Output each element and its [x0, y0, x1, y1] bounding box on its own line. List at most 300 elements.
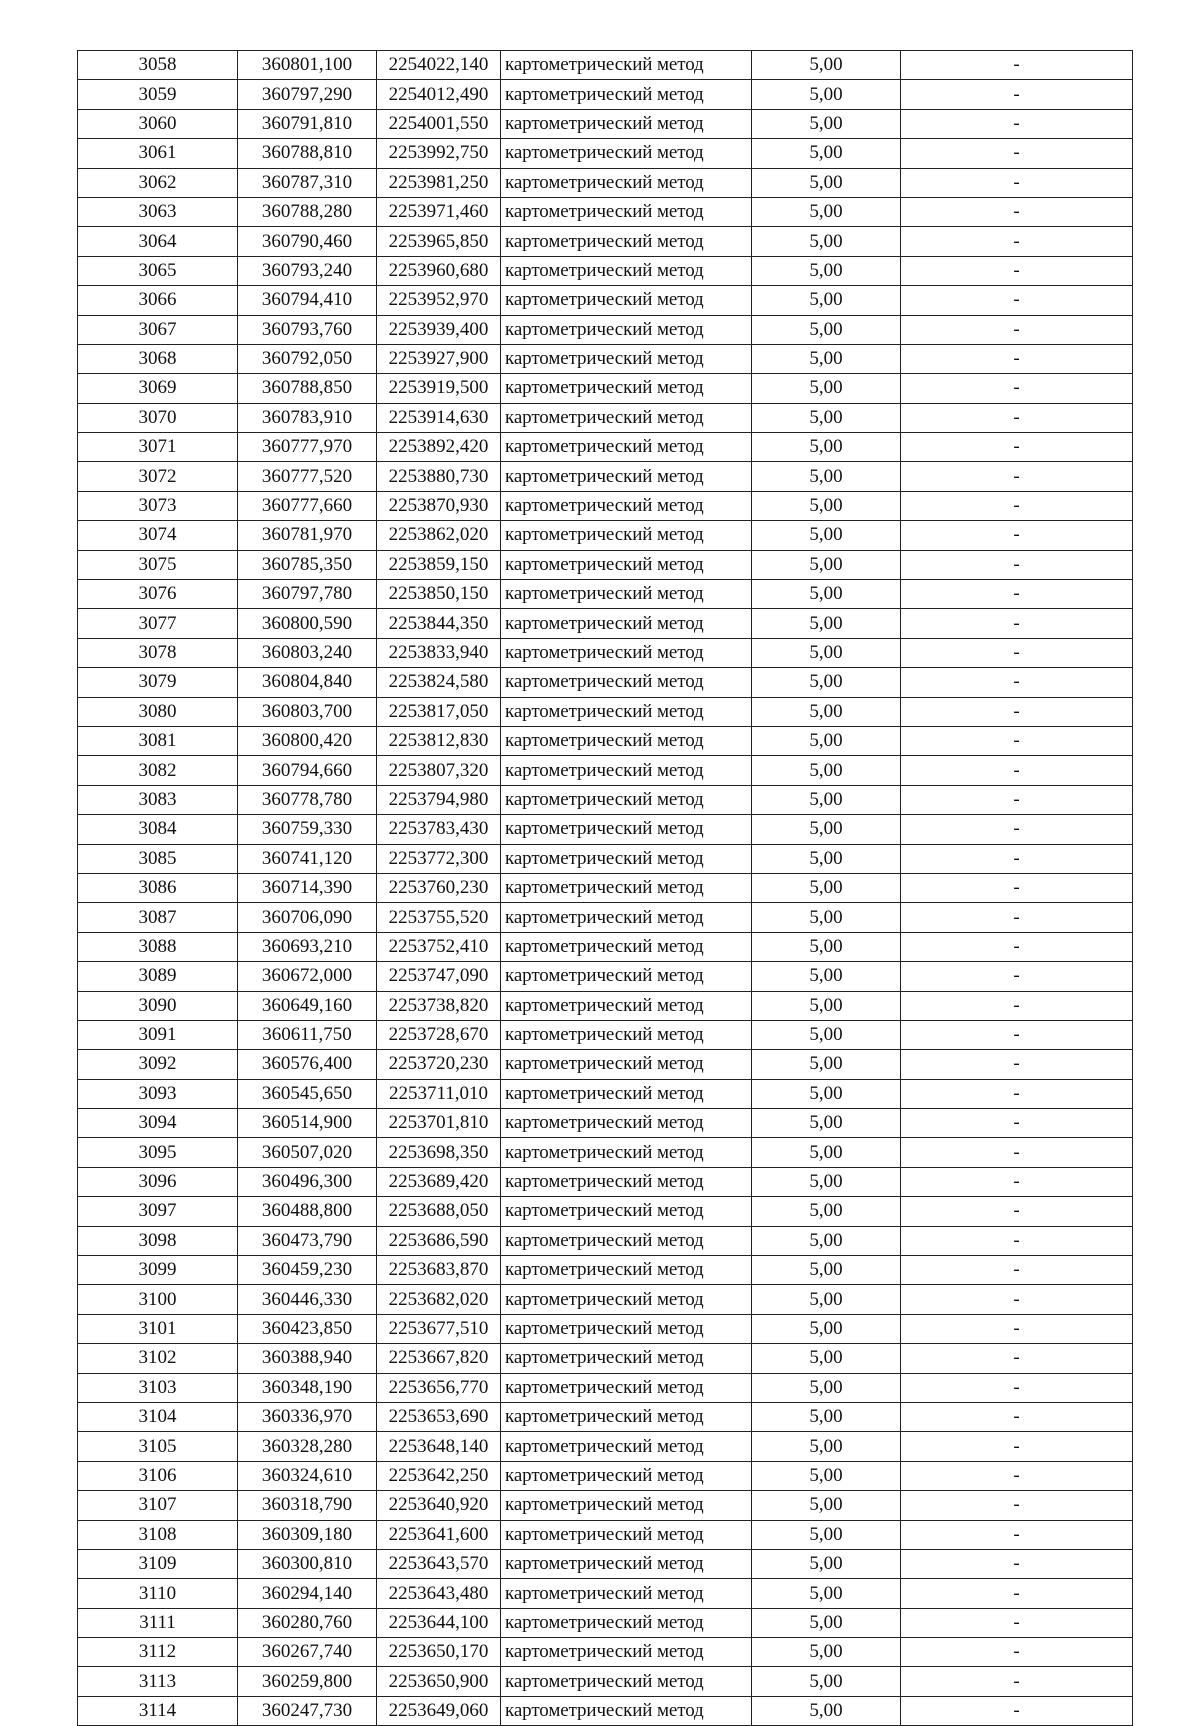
method-cell: картометрический метод — [501, 932, 752, 961]
x-coordinate-cell: 360294,140 — [238, 1579, 377, 1608]
accuracy-cell: 5,00 — [752, 991, 901, 1020]
accuracy-cell: 5,00 — [752, 815, 901, 844]
table-row — [78, 609, 1133, 638]
x-coordinate-cell: 360781,970 — [238, 521, 377, 550]
y-coordinate-cell: 2253650,900 — [377, 1667, 501, 1696]
y-coordinate-cell: 2253952,970 — [377, 286, 501, 315]
description-cell: - — [901, 1432, 1133, 1461]
x-coordinate-cell: 360300,810 — [238, 1549, 377, 1578]
table-row — [78, 1608, 1133, 1637]
table-row — [78, 1432, 1133, 1461]
y-coordinate-cell: 2253682,020 — [377, 1285, 501, 1314]
x-coordinate-cell: 360777,970 — [238, 433, 377, 462]
method-cell: картометрический метод — [501, 1020, 752, 1049]
x-coordinate-cell: 360791,810 — [238, 109, 377, 138]
y-coordinate-cell: 2253892,420 — [377, 433, 501, 462]
table-row — [78, 374, 1133, 403]
x-coordinate-cell: 360545,650 — [238, 1079, 377, 1108]
point-number-cell: 3065 — [78, 256, 238, 285]
x-coordinate-cell: 360800,590 — [238, 609, 377, 638]
accuracy-cell: 5,00 — [752, 1402, 901, 1431]
y-coordinate-cell: 2253783,430 — [377, 815, 501, 844]
y-coordinate-cell: 2254022,140 — [377, 51, 501, 80]
y-coordinate-cell: 2253981,250 — [377, 168, 501, 197]
point-number-cell: 3105 — [78, 1432, 238, 1461]
table-row — [78, 1461, 1133, 1490]
point-number-cell: 3084 — [78, 815, 238, 844]
point-number-cell: 3063 — [78, 197, 238, 226]
x-coordinate-cell: 360473,790 — [238, 1226, 377, 1255]
accuracy-cell: 5,00 — [752, 726, 901, 755]
point-number-cell: 3104 — [78, 1402, 238, 1431]
method-cell: картометрический метод — [501, 1256, 752, 1285]
method-cell: картометрический метод — [501, 315, 752, 344]
table-row — [78, 462, 1133, 491]
description-cell: - — [901, 1373, 1133, 1402]
accuracy-cell: 5,00 — [752, 638, 901, 667]
table-row — [78, 1256, 1133, 1285]
x-coordinate-cell: 360446,330 — [238, 1285, 377, 1314]
point-number-cell: 3099 — [78, 1256, 238, 1285]
method-cell: картометрический метод — [501, 1314, 752, 1343]
description-cell: - — [901, 668, 1133, 697]
y-coordinate-cell: 2253752,410 — [377, 932, 501, 961]
description-cell: - — [901, 462, 1133, 491]
method-cell: картометрический метод — [501, 462, 752, 491]
point-number-cell: 3093 — [78, 1079, 238, 1108]
y-coordinate-cell: 2253640,920 — [377, 1491, 501, 1520]
point-number-cell: 3102 — [78, 1344, 238, 1373]
x-coordinate-cell: 360792,050 — [238, 344, 377, 373]
method-cell: картометрический метод — [501, 903, 752, 932]
point-number-cell: 3112 — [78, 1638, 238, 1667]
description-cell: - — [901, 1050, 1133, 1079]
x-coordinate-cell: 360793,240 — [238, 256, 377, 285]
table-row — [78, 580, 1133, 609]
method-cell: картометрический метод — [501, 109, 752, 138]
description-cell: - — [901, 433, 1133, 462]
point-number-cell: 3058 — [78, 51, 238, 80]
table-row — [78, 315, 1133, 344]
table-row — [78, 1638, 1133, 1667]
x-coordinate-cell: 360741,120 — [238, 844, 377, 873]
accuracy-cell: 5,00 — [752, 1549, 901, 1578]
table-row — [78, 168, 1133, 197]
description-cell: - — [901, 815, 1133, 844]
table-row — [78, 1696, 1133, 1725]
x-coordinate-cell: 360783,910 — [238, 403, 377, 432]
method-cell: картометрический метод — [501, 403, 752, 432]
y-coordinate-cell: 2253686,590 — [377, 1226, 501, 1255]
x-coordinate-cell: 360785,350 — [238, 550, 377, 579]
description-cell: - — [901, 580, 1133, 609]
description-cell: - — [901, 1109, 1133, 1138]
y-coordinate-cell: 2254012,490 — [377, 80, 501, 109]
point-number-cell: 3061 — [78, 139, 238, 168]
y-coordinate-cell: 2253728,670 — [377, 1020, 501, 1049]
y-coordinate-cell: 2253870,930 — [377, 491, 501, 520]
y-coordinate-cell: 2253653,690 — [377, 1402, 501, 1431]
point-number-cell: 3111 — [78, 1608, 238, 1637]
table-row — [78, 197, 1133, 226]
method-cell: картометрический метод — [501, 344, 752, 373]
description-cell: - — [901, 491, 1133, 520]
x-coordinate-cell: 360778,780 — [238, 785, 377, 814]
point-number-cell: 3069 — [78, 374, 238, 403]
description-cell: - — [901, 873, 1133, 902]
point-number-cell: 3064 — [78, 227, 238, 256]
description-cell: - — [901, 227, 1133, 256]
point-number-cell: 3067 — [78, 315, 238, 344]
description-cell: - — [901, 785, 1133, 814]
table-row — [78, 668, 1133, 697]
description-cell: - — [901, 1696, 1133, 1725]
table-row — [78, 1549, 1133, 1578]
point-number-cell: 3081 — [78, 726, 238, 755]
description-cell: - — [901, 1520, 1133, 1549]
accuracy-cell: 5,00 — [752, 80, 901, 109]
description-cell: - — [901, 197, 1133, 226]
description-cell: - — [901, 403, 1133, 432]
description-cell: - — [901, 1402, 1133, 1431]
description-cell: - — [901, 1079, 1133, 1108]
y-coordinate-cell: 2253698,350 — [377, 1138, 501, 1167]
table-row — [78, 433, 1133, 462]
point-number-cell: 3060 — [78, 109, 238, 138]
method-cell: картометрический метод — [501, 521, 752, 550]
table-row — [78, 785, 1133, 814]
description-cell: - — [901, 1549, 1133, 1578]
point-number-cell: 3074 — [78, 521, 238, 550]
y-coordinate-cell: 2253807,320 — [377, 756, 501, 785]
accuracy-cell: 5,00 — [752, 1608, 901, 1637]
x-coordinate-cell: 360318,790 — [238, 1491, 377, 1520]
description-cell: - — [901, 1020, 1133, 1049]
method-cell: картометрический метод — [501, 1520, 752, 1549]
accuracy-cell: 5,00 — [752, 1138, 901, 1167]
y-coordinate-cell: 2253880,730 — [377, 462, 501, 491]
method-cell: картометрический метод — [501, 1285, 752, 1314]
y-coordinate-cell: 2253701,810 — [377, 1109, 501, 1138]
method-cell: картометрический метод — [501, 844, 752, 873]
accuracy-cell: 5,00 — [752, 903, 901, 932]
y-coordinate-cell: 2253971,460 — [377, 197, 501, 226]
x-coordinate-cell: 360348,190 — [238, 1373, 377, 1402]
accuracy-cell: 5,00 — [752, 1696, 901, 1725]
table-row — [78, 873, 1133, 902]
point-number-cell: 3114 — [78, 1696, 238, 1725]
method-cell: картометрический метод — [501, 1344, 752, 1373]
point-number-cell: 3100 — [78, 1285, 238, 1314]
method-cell: картометрический метод — [501, 51, 752, 80]
y-coordinate-cell: 2253824,580 — [377, 668, 501, 697]
method-cell: картометрический метод — [501, 550, 752, 579]
point-number-cell: 3088 — [78, 932, 238, 961]
x-coordinate-cell: 360693,210 — [238, 932, 377, 961]
description-cell: - — [901, 697, 1133, 726]
description-cell: - — [901, 1608, 1133, 1637]
point-number-cell: 3085 — [78, 844, 238, 873]
x-coordinate-cell: 360328,280 — [238, 1432, 377, 1461]
point-number-cell: 3071 — [78, 433, 238, 462]
method-cell: картометрический метод — [501, 815, 752, 844]
method-cell: картометрический метод — [501, 1050, 752, 1079]
method-cell: картометрический метод — [501, 1226, 752, 1255]
point-number-cell: 3092 — [78, 1050, 238, 1079]
y-coordinate-cell: 2253794,980 — [377, 785, 501, 814]
point-number-cell: 3096 — [78, 1167, 238, 1196]
table-row — [78, 638, 1133, 667]
description-cell: - — [901, 1344, 1133, 1373]
accuracy-cell: 5,00 — [752, 1432, 901, 1461]
method-cell: картометрический метод — [501, 256, 752, 285]
y-coordinate-cell: 2253919,500 — [377, 374, 501, 403]
method-cell: картометрический метод — [501, 1109, 752, 1138]
description-cell: - — [901, 286, 1133, 315]
accuracy-cell: 5,00 — [752, 1491, 901, 1520]
accuracy-cell: 5,00 — [752, 433, 901, 462]
point-number-cell: 3086 — [78, 873, 238, 902]
x-coordinate-cell: 360787,310 — [238, 168, 377, 197]
description-cell: - — [901, 521, 1133, 550]
description-cell: - — [901, 1491, 1133, 1520]
y-coordinate-cell: 2253683,870 — [377, 1256, 501, 1285]
x-coordinate-cell: 360800,420 — [238, 726, 377, 755]
method-cell: картометрический метод — [501, 286, 752, 315]
table-row — [78, 80, 1133, 109]
y-coordinate-cell: 2253755,520 — [377, 903, 501, 932]
y-coordinate-cell: 2253641,600 — [377, 1520, 501, 1549]
coordinates-table-body — [78, 51, 1133, 1726]
table-row — [78, 726, 1133, 755]
y-coordinate-cell: 2253812,830 — [377, 726, 501, 755]
table-row — [78, 139, 1133, 168]
point-number-cell: 3075 — [78, 550, 238, 579]
table-row — [78, 1373, 1133, 1402]
accuracy-cell: 5,00 — [752, 139, 901, 168]
accuracy-cell: 5,00 — [752, 1579, 901, 1608]
method-cell: картометрический метод — [501, 168, 752, 197]
point-number-cell: 3107 — [78, 1491, 238, 1520]
accuracy-cell: 5,00 — [752, 1109, 901, 1138]
method-cell: картометрический метод — [501, 785, 752, 814]
description-cell: - — [901, 1638, 1133, 1667]
accuracy-cell: 5,00 — [752, 491, 901, 520]
accuracy-cell: 5,00 — [752, 1167, 901, 1196]
accuracy-cell: 5,00 — [752, 668, 901, 697]
method-cell: картометрический метод — [501, 1079, 752, 1108]
table-row — [78, 932, 1133, 961]
accuracy-cell: 5,00 — [752, 51, 901, 80]
y-coordinate-cell: 2253850,150 — [377, 580, 501, 609]
method-cell: картометрический метод — [501, 1549, 752, 1578]
point-number-cell: 3072 — [78, 462, 238, 491]
accuracy-cell: 5,00 — [752, 1050, 901, 1079]
description-cell: - — [901, 962, 1133, 991]
x-coordinate-cell: 360759,330 — [238, 815, 377, 844]
table-row — [78, 1344, 1133, 1373]
description-cell: - — [901, 344, 1133, 373]
description-cell: - — [901, 1256, 1133, 1285]
y-coordinate-cell: 2253747,090 — [377, 962, 501, 991]
accuracy-cell: 5,00 — [752, 227, 901, 256]
accuracy-cell: 5,00 — [752, 403, 901, 432]
method-cell: картометрический метод — [501, 962, 752, 991]
y-coordinate-cell: 2253643,570 — [377, 1549, 501, 1578]
y-coordinate-cell: 2253720,230 — [377, 1050, 501, 1079]
x-coordinate-cell: 360423,850 — [238, 1314, 377, 1343]
description-cell: - — [901, 1167, 1133, 1196]
description-cell: - — [901, 1579, 1133, 1608]
point-number-cell: 3078 — [78, 638, 238, 667]
x-coordinate-cell: 360803,240 — [238, 638, 377, 667]
point-number-cell: 3103 — [78, 1373, 238, 1402]
table-row — [78, 1197, 1133, 1226]
accuracy-cell: 5,00 — [752, 1226, 901, 1255]
point-number-cell: 3079 — [78, 668, 238, 697]
x-coordinate-cell: 360777,520 — [238, 462, 377, 491]
table-row — [78, 756, 1133, 785]
description-cell: - — [901, 109, 1133, 138]
point-number-cell: 3070 — [78, 403, 238, 432]
method-cell: картометрический метод — [501, 1402, 752, 1431]
x-coordinate-cell: 360280,760 — [238, 1608, 377, 1637]
point-number-cell: 3091 — [78, 1020, 238, 1049]
table-row — [78, 1020, 1133, 1049]
accuracy-cell: 5,00 — [752, 580, 901, 609]
x-coordinate-cell: 360788,280 — [238, 197, 377, 226]
y-coordinate-cell: 2253667,820 — [377, 1344, 501, 1373]
point-number-cell: 3094 — [78, 1109, 238, 1138]
point-number-cell: 3082 — [78, 756, 238, 785]
accuracy-cell: 5,00 — [752, 168, 901, 197]
table-row — [78, 1050, 1133, 1079]
table-row — [78, 1109, 1133, 1138]
y-coordinate-cell: 2253738,820 — [377, 991, 501, 1020]
accuracy-cell: 5,00 — [752, 873, 901, 902]
y-coordinate-cell: 2253965,850 — [377, 227, 501, 256]
method-cell: картометрический метод — [501, 1373, 752, 1402]
y-coordinate-cell: 2253711,010 — [377, 1079, 501, 1108]
accuracy-cell: 5,00 — [752, 344, 901, 373]
accuracy-cell: 5,00 — [752, 1314, 901, 1343]
description-cell: - — [901, 756, 1133, 785]
y-coordinate-cell: 2253927,900 — [377, 344, 501, 373]
x-coordinate-cell: 360777,660 — [238, 491, 377, 520]
method-cell: картометрический метод — [501, 697, 752, 726]
point-number-cell: 3101 — [78, 1314, 238, 1343]
method-cell: картометрический метод — [501, 1608, 752, 1637]
point-number-cell: 3068 — [78, 344, 238, 373]
y-coordinate-cell: 2253859,150 — [377, 550, 501, 579]
table-row — [78, 256, 1133, 285]
y-coordinate-cell: 2253939,400 — [377, 315, 501, 344]
x-coordinate-cell: 360459,230 — [238, 1256, 377, 1285]
point-number-cell: 3076 — [78, 580, 238, 609]
method-cell: картометрический метод — [501, 1491, 752, 1520]
accuracy-cell: 5,00 — [752, 1667, 901, 1696]
accuracy-cell: 5,00 — [752, 609, 901, 638]
point-number-cell: 3083 — [78, 785, 238, 814]
table-row — [78, 1402, 1133, 1431]
method-cell: картометрический метод — [501, 609, 752, 638]
x-coordinate-cell: 360496,300 — [238, 1167, 377, 1196]
table-row — [78, 1285, 1133, 1314]
x-coordinate-cell: 360794,660 — [238, 756, 377, 785]
method-cell: картометрический метод — [501, 1461, 752, 1490]
table-row — [78, 550, 1133, 579]
y-coordinate-cell: 2253992,750 — [377, 139, 501, 168]
description-cell: - — [901, 991, 1133, 1020]
x-coordinate-cell: 360714,390 — [238, 873, 377, 902]
x-coordinate-cell: 360507,020 — [238, 1138, 377, 1167]
table-row — [78, 51, 1133, 80]
accuracy-cell: 5,00 — [752, 785, 901, 814]
description-cell: - — [901, 374, 1133, 403]
method-cell: картометрический метод — [501, 1138, 752, 1167]
point-number-cell: 3089 — [78, 962, 238, 991]
point-number-cell: 3110 — [78, 1579, 238, 1608]
x-coordinate-cell: 360267,740 — [238, 1638, 377, 1667]
accuracy-cell: 5,00 — [752, 697, 901, 726]
description-cell: - — [901, 1226, 1133, 1255]
x-coordinate-cell: 360788,810 — [238, 139, 377, 168]
method-cell: картометрический метод — [501, 1167, 752, 1196]
method-cell: картометрический метод — [501, 1696, 752, 1725]
table-row — [78, 962, 1133, 991]
x-coordinate-cell: 360794,410 — [238, 286, 377, 315]
y-coordinate-cell: 2253772,300 — [377, 844, 501, 873]
description-cell: - — [901, 1285, 1133, 1314]
description-cell: - — [901, 256, 1133, 285]
y-coordinate-cell: 2253833,940 — [377, 638, 501, 667]
accuracy-cell: 5,00 — [752, 1344, 901, 1373]
accuracy-cell: 5,00 — [752, 1020, 901, 1049]
y-coordinate-cell: 2253643,480 — [377, 1579, 501, 1608]
method-cell: картометрический метод — [501, 756, 752, 785]
point-number-cell: 3106 — [78, 1461, 238, 1490]
description-cell: - — [901, 609, 1133, 638]
point-number-cell: 3095 — [78, 1138, 238, 1167]
y-coordinate-cell: 2253642,250 — [377, 1461, 501, 1490]
description-cell: - — [901, 139, 1133, 168]
table-row — [78, 521, 1133, 550]
y-coordinate-cell: 2253960,680 — [377, 256, 501, 285]
method-cell: картометрический метод — [501, 638, 752, 667]
table-row — [78, 344, 1133, 373]
x-coordinate-cell: 360793,760 — [238, 315, 377, 344]
x-coordinate-cell: 360672,000 — [238, 962, 377, 991]
table-row — [78, 1226, 1133, 1255]
description-cell: - — [901, 932, 1133, 961]
y-coordinate-cell: 2253689,420 — [377, 1167, 501, 1196]
accuracy-cell: 5,00 — [752, 1373, 901, 1402]
method-cell: картометрический метод — [501, 726, 752, 755]
accuracy-cell: 5,00 — [752, 1520, 901, 1549]
accuracy-cell: 5,00 — [752, 462, 901, 491]
method-cell: картометрический метод — [501, 668, 752, 697]
method-cell: картометрический метод — [501, 991, 752, 1020]
y-coordinate-cell: 2253648,140 — [377, 1432, 501, 1461]
x-coordinate-cell: 360706,090 — [238, 903, 377, 932]
point-number-cell: 3080 — [78, 697, 238, 726]
y-coordinate-cell: 2254001,550 — [377, 109, 501, 138]
x-coordinate-cell: 360388,940 — [238, 1344, 377, 1373]
x-coordinate-cell: 360488,800 — [238, 1197, 377, 1226]
point-number-cell: 3090 — [78, 991, 238, 1020]
description-cell: - — [901, 638, 1133, 667]
table-row — [78, 697, 1133, 726]
